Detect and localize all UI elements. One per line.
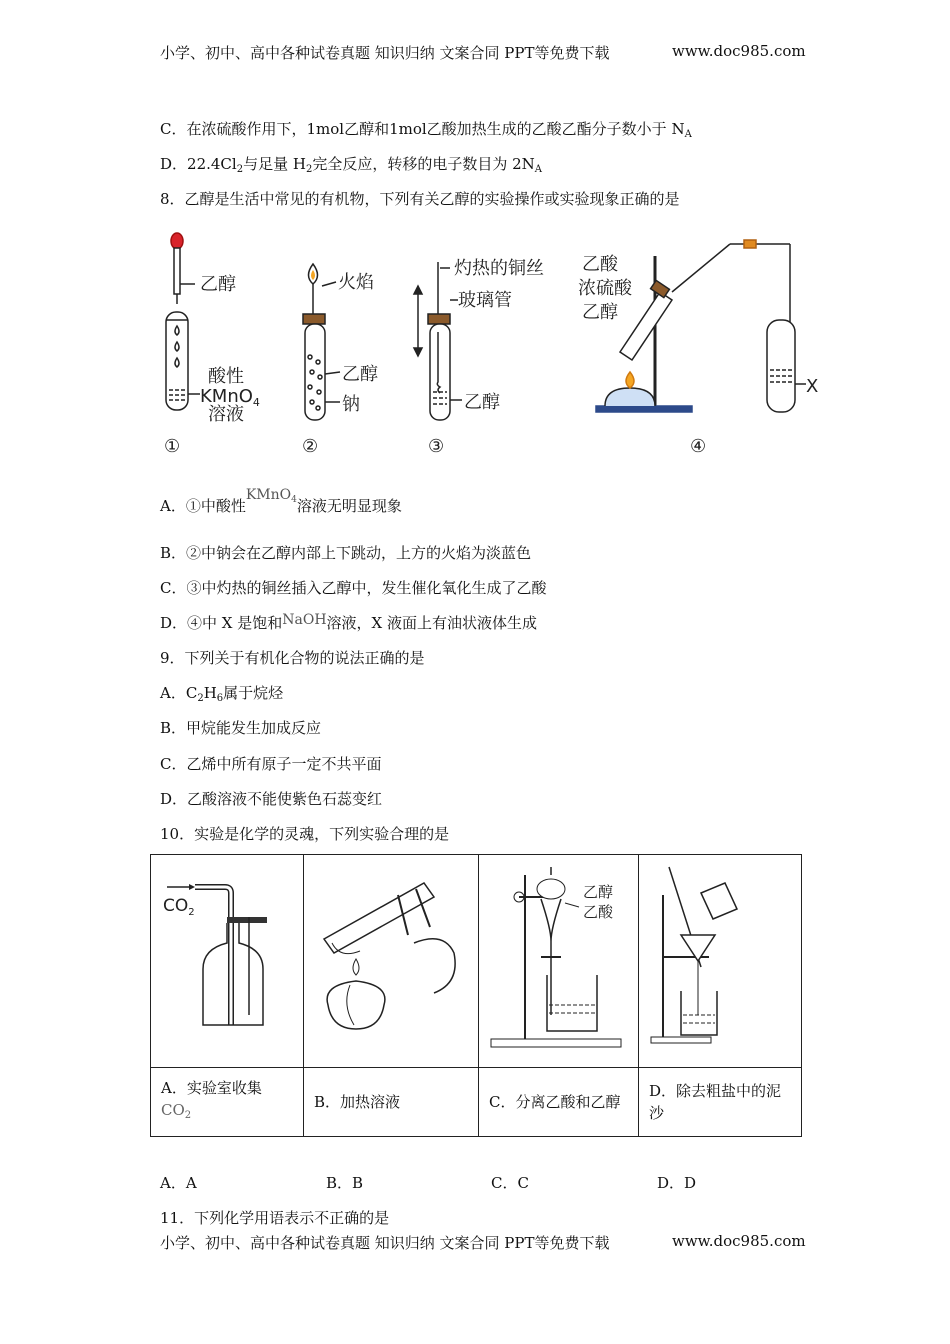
- setup-number-1: ①: [164, 436, 181, 457]
- q7-option-d: D．$22.4Cl_2$与足量 $H_2$完全反应，转移的电子数目为 $2N_A$: [160, 155, 542, 175]
- page-footer-text: 小学、初中、高中各种试卷真题 知识归纳 文案合同 PPT等免费下载: [160, 1234, 610, 1252]
- q8-option-c[interactable]: C．③中灼热的铜丝插入乙醇中，发生催化氧化生成了乙酸: [160, 579, 547, 597]
- label-sodium: 钠: [342, 394, 360, 415]
- q10-choice-d[interactable]: D．D: [657, 1174, 697, 1192]
- q8-option-a[interactable]: A．①中酸性KMnO$_4$溶液无明显现象: [160, 487, 402, 515]
- setup-3-copper-tube: [414, 262, 462, 420]
- setup-number-2: ②: [302, 436, 319, 457]
- q8-option-d[interactable]: D．④中 X 是饱和NaOH溶液，X 液面上有油状液体生成: [160, 612, 537, 632]
- label-acid-c: 乙酸: [583, 903, 614, 921]
- label-glass-tube: 玻璃管: [458, 290, 512, 311]
- setup-number-4: ④: [690, 436, 707, 457]
- label-copper-wire: 灼热的铜丝: [454, 258, 544, 279]
- page-footer-url[interactable]: www.doc985.com: [672, 1232, 806, 1250]
- q10-caption-b: B．加热溶液: [304, 1068, 479, 1137]
- q10-choice-b[interactable]: B．B: [326, 1174, 364, 1192]
- q10-stem: 10．实验是化学的灵魂，下列实验合理的是: [160, 825, 450, 843]
- label-ethanol-4: 乙醇: [582, 302, 618, 323]
- setup-1-dropper-tube: [166, 233, 200, 410]
- label-ethanol-1: 乙醇: [200, 274, 236, 295]
- q10-pic-d: [639, 855, 802, 1068]
- q10-pic-c: [479, 855, 639, 1068]
- q11-stem: 11．下列化学用语表示不正确的是: [160, 1209, 390, 1227]
- setup-2-sodium-tube: [303, 264, 340, 420]
- page-header-url[interactable]: www.doc985.com: [672, 42, 806, 60]
- label-acidic: 酸性: [208, 366, 244, 387]
- q10-experiment-table: [150, 854, 802, 1137]
- q8-stem: 8．乙醇是生活中常见的有机物，下列有关乙醇的实验操作或实验现象正确的是: [160, 190, 680, 208]
- q9-option-a[interactable]: A．$C_2H_6$属于烷烃: [160, 684, 284, 704]
- q10-choice-a[interactable]: A．A: [160, 1174, 197, 1192]
- label-acetic-acid: 乙酸: [582, 254, 618, 275]
- page-header-text: 小学、初中、高中各种试卷真题 知识归纳 文案合同 PPT等免费下载: [160, 44, 610, 62]
- label-ethanol-2: 乙醇: [342, 364, 378, 385]
- label-flame: 火焰: [338, 272, 374, 293]
- q10-pic-b: [304, 855, 479, 1068]
- label-solution: 溶液: [208, 404, 244, 425]
- q10-caption-d: D．除去粗盐中的泥沙: [639, 1068, 802, 1137]
- label-kmno4: KMnO$_4$: [200, 386, 260, 409]
- co2-label: $CO_2$: [163, 896, 195, 918]
- label-sulfuric-acid: 浓硫酸: [578, 278, 632, 299]
- q8-option-b[interactable]: B．②中钠会在乙醇内部上下跳动，上方的火焰为淡蓝色: [160, 544, 532, 562]
- q10-caption-c: C．分离乙酸和乙醇: [479, 1068, 639, 1137]
- q9-option-b[interactable]: B．甲烷能发生加成反应: [160, 719, 322, 737]
- label-ethanol-3: 乙醇: [464, 392, 500, 413]
- q7-option-c: C．在浓硫酸作用下，1mol乙醇和1mol乙酸加热生成的乙酸乙酯分子数小于 $N_A$: [160, 120, 692, 140]
- q10-pic-a: [151, 855, 304, 1068]
- q10-caption-a: A．实验室收集 $CO_2$: [151, 1068, 304, 1137]
- label-x: X: [806, 376, 819, 397]
- setup-number-3: ③: [428, 436, 445, 457]
- q8-experiment-figure: [150, 222, 830, 460]
- q9-stem: 9．下列关于有机化合物的说法正确的是: [160, 649, 425, 667]
- label-ethanol-c: 乙醇: [583, 883, 614, 901]
- setup-4-ester-apparatus: [596, 240, 806, 412]
- q9-option-d[interactable]: D．乙酸溶液不能使紫色石蕊变红: [160, 790, 383, 808]
- q10-choice-c[interactable]: C．C: [491, 1174, 529, 1192]
- q9-option-c[interactable]: C．乙烯中所有原子一定不共平面: [160, 755, 382, 773]
